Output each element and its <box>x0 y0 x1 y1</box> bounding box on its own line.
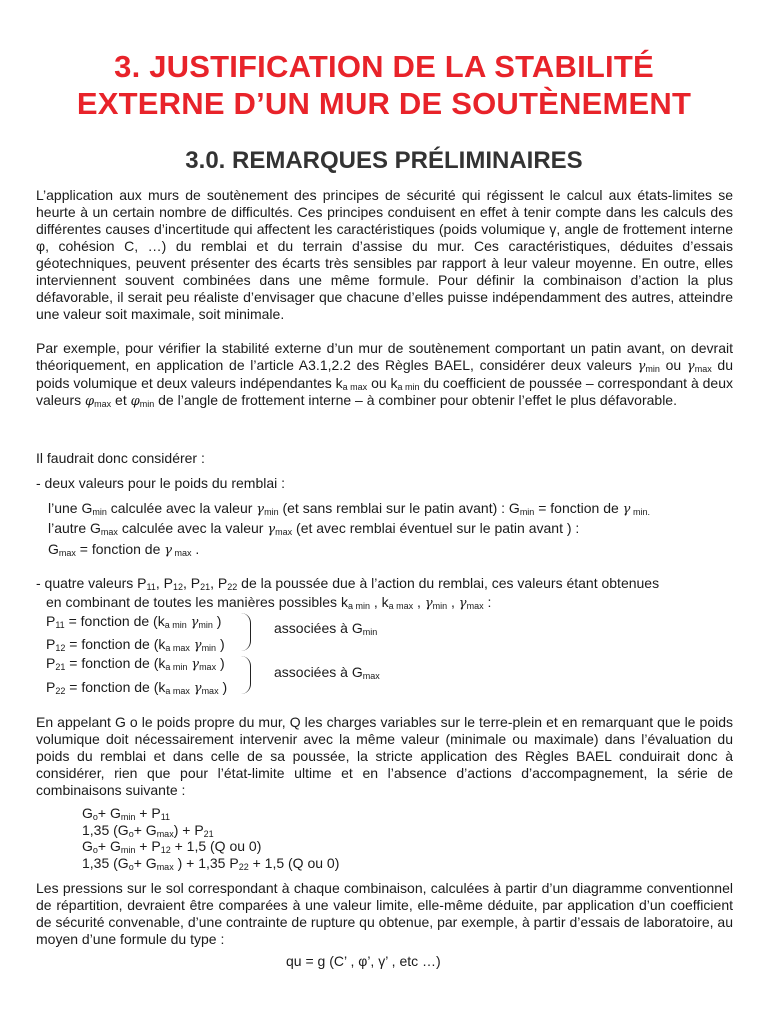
assoc-gmin-label: associées à $G_{min}$ <box>274 620 378 637</box>
combination-4: 1,35 ($G_o+ G_{max}$ ) + 1,35 $P_{22} + 1,5$ (Q ou 0) <box>82 855 340 872</box>
consider-line: Il faudrait donc considérer : <box>36 450 205 466</box>
chapter-title-line-1: 3. JUSTIFICATION DE LA STABILITÉ <box>114 49 654 84</box>
paragraph-example: Par exemple, pour vérifier la stabilité externe d’un mur de soutènement comportant un patin avant, on devrait théoriquement, en application de l’article A3.1,2.2 des Règles BAEL, considérer deux valeurs $\gamma_{min}$ ou $\gamma_{max}$ du poids volumique et deux valeurs indépendantes $k_{a max}$ ou $k_{a min}$ du coefficient de poussée – correspondant à deux valeurs $\varphi_{max}$ et $\varphi_{min}$ de l’angle de frottement interne – à combiner pour obtenir l’effet le plus défavorable. <box>36 340 733 409</box>
p11-line: $P_{11}$ = fonction de ($k_{a min}$ $\gamma_{min}$ ) <box>46 613 222 630</box>
combination-2: 1,35 $(G_o+ G_{max}) + P_{21}$ <box>82 822 214 839</box>
list-item-weights: - deux valeurs pour le poids du remblai : <box>36 475 286 491</box>
p21-line: $P_{21}$ = fonction de ($k_{a min}$ $\gamma_{max}$ ) <box>46 655 225 672</box>
chapter-title <box>0 48 768 122</box>
brace-gmax <box>240 656 251 694</box>
assoc-gmax-label: associées à $G_{max}$ <box>274 664 380 681</box>
paragraph-intro: L’application aux murs de soutènement des principes de sécurité qui régissent le calcul aux états-limites se heurte à un certain nombre de difficultés. Ces principes conduisent en effet à tenir compte dans les calculs des différentes causes d’incertitude qui affectent les caractéristiques (poids volumique γ, angle de frottement interne φ, cohésion C, …) du remblai et du terrain d’assise du mur. Ces caractéristiques, déduites d’essais géotechniques, peuvent présenter des écarts très sensibles par rapport à leur valeur moyenne. En outre, elles interviennent souvent combinées dans une même formule. Pour définir la combinaison d’action la plus défavorable, il serait peu réaliste d’envisager que chacune d’elles puisse indépendamment des autres, atteindre une valeur soit maximale, soit minimale. <box>36 187 733 322</box>
p12-line: $P_{12}$ = fonction de ($k_{a max}$ $\gamma_{min}$ ) <box>46 636 225 653</box>
gmax-line: l’autre $G_{max}$ calculée avec la valeur $\gamma_{max}$ (et avec remblai éventuel sur le patin avant ) : <box>48 520 580 537</box>
chapter-title-line-2: EXTERNE D’UN MUR DE SOUTÈNEMENT <box>76 86 692 121</box>
section-title: 3.0. REMARQUES PRÉLIMINAIRES <box>185 147 583 174</box>
gmax-function-line: $G_{max}$ = fonction de γ $_{max}$ . <box>48 541 200 558</box>
paragraph-pressures: Les pressions sur le sol correspondant à chaque combinaison, calculées à partir d’un diagramme conventionnel de répartition, devraient être comparées à une valeur limite, elle-même déduite, par application d’un coefficient de sécurité convenable, d’une contrainte de rupture qu obtenue, par exemple, à partir d’essais de laboratoire, au moyen d’une formule du type : <box>36 880 733 947</box>
brace-gmin <box>240 613 251 651</box>
p22-line: $P_{22}$ = fonction de ($k_{a max}$ $\gamma_{max}$ ) <box>46 679 228 696</box>
gmin-line: l’une $G_{min}$ calculée avec la valeur $\gamma_{min}$ (et sans remblai sur le patin avant) : $G_{min}$ = fonction de γ $_{min.}$ <box>48 500 650 517</box>
thrusts-combination-line: en combinant de toutes les manières possibles $k_{a min}$ , $k_{a max}$ , $\gamma_{min}$ , $\gamma_{max}$ : <box>46 594 492 611</box>
list-item-thrusts: - quatre valeurs $P_{11}$, $P_{12}$, $P_{21}$, $P_{22}$ de la poussée due à l’action du remblai, ces valeurs étant obtenues <box>36 575 660 592</box>
paragraph-combinations-intro: En appelant G o le poids propre du mur, Q les charges variables sur le terre-plein et en remarquant que le poids volumique doit nécessairement intervenir avec la même valeur (minimale ou maximale) dans l’évaluation du poids du remblai et dans celle de sa poussée, la stricte application des Règles BAEL conduirait donc à considérer, rien que pour l’état-limite ultime et en l’absence d’actions d’accompagnement, la série de combinaisons suivante : <box>36 714 733 798</box>
combination-1: $G_o+ G_{min} + P_{11}$ <box>82 805 171 822</box>
combination-3: $G_o+ G_{min} + P_{12} + 1,5$ (Q ou 0) <box>82 838 262 855</box>
formula-qu: qu = g (C’ , φ’, γ’ , etc …) <box>286 953 441 969</box>
